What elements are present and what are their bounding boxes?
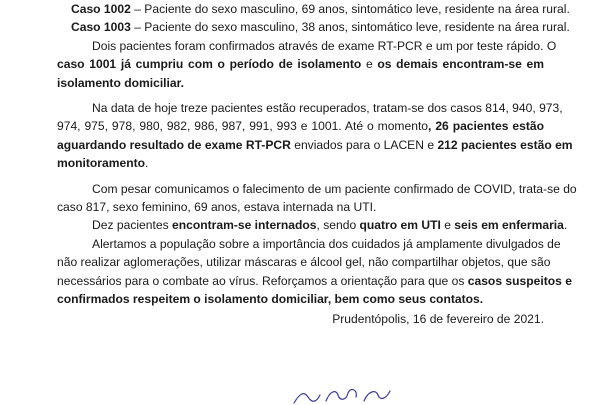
bold-span: aguardando resultado de exame RT-PCR — [57, 137, 291, 152]
paragraph-confirmed-line-1 — [57, 37, 557, 55]
bold-span: , 26 pacientes estão — [428, 119, 544, 134]
paragraph-recovered-line-1 — [57, 99, 563, 117]
date-line: Prudentópolis, 16 de fevereiro de 2021. — [332, 311, 544, 326]
case-1002-line — [71, 0, 570, 18]
paragraph-recovered-line-3 — [57, 136, 573, 154]
paragraph-alert-line-3 — [57, 272, 572, 290]
text-span: e — [440, 218, 455, 233]
text-span: Dois pacientes foram confirmados através de exame RT-PCR e um por teste rápido. O — [92, 38, 557, 53]
case-label: Caso 1002 — [71, 2, 131, 16]
case-1003-line — [71, 18, 570, 36]
paragraph-recovered-line-4 — [57, 154, 544, 172]
signature-mark — [290, 383, 410, 405]
text-span: Com pesar comunicamos o falecimento de um paciente confirmado de COVID, trata-se do — [92, 181, 577, 196]
case-label: Caso 1003 — [71, 20, 131, 35]
paragraph-alert-line-2 — [57, 253, 551, 271]
text-span: 974, 975, 978, 980, 982, 986, 987, 991, 993 e 1001. Até o momento — [57, 119, 429, 134]
text-span: não realizar aglomerações, utilizar máscaras e álcool gel, não compartilhar objetos, que são — [57, 255, 551, 270]
case-description: – Paciente do sexo masculino, 69 anos, sintomático leve, residente na área rural. — [130, 2, 570, 16]
paragraph-recovered-line-2 — [57, 117, 544, 135]
case-description: – Paciente do sexo masculino, 38 anos, sintomático leve, residente na área rural. — [130, 20, 570, 35]
paragraph-confirmed-line-3 — [57, 74, 544, 92]
text-span: caso 817, sexo feminino, 69 anos, estava internada na UTI. — [57, 200, 377, 215]
paragraph-hospitalized — [57, 216, 568, 234]
bold-span: encontram-se internados — [172, 218, 317, 233]
bold-span: monitoramento — [57, 156, 146, 171]
paragraph-death-line-2 — [57, 198, 544, 216]
bold-span: quatro em UTI — [359, 218, 441, 233]
paragraph-death-line-1 — [57, 180, 577, 198]
paragraph-confirmed-line-2 — [57, 55, 544, 73]
bold-span: confirmados respeitem o isolamento domiciliar, bem como seus contatos. — [57, 292, 484, 307]
bold-span: os demais encontram-se em — [377, 57, 544, 72]
bold-span: caso 1001 já cumpriu com o período de isolamento — [57, 57, 362, 72]
text-span: enviados para o LACEN e — [290, 137, 438, 152]
text-span: . — [563, 218, 568, 233]
bold-span: seis em enfermaria — [454, 218, 564, 233]
text-span: Na data de hoje treze pacientes estão recuperados, tratam-se dos casos 814, 940, 973, — [92, 101, 563, 116]
text-span: e — [361, 57, 378, 72]
text-span: Alertamos a população sobre a importância dos cuidados já amplamente divulgados de — [92, 236, 561, 251]
bold-span: isolamento domiciliar. — [57, 75, 185, 90]
text-span: . — [145, 156, 149, 171]
text-span: Dez pacientes — [92, 218, 172, 233]
paragraph-alert-line-4 — [57, 290, 544, 308]
text-span: necessários para o combate ao vírus. Reforçamos a orientação para que os — [57, 273, 468, 288]
bulletin-body — [57, 0, 577, 328]
paragraph-alert-line-1 — [57, 235, 561, 253]
bold-span: 212 pacientes estão em — [437, 137, 573, 152]
text-span: , sendo — [316, 218, 360, 233]
bold-span: casos suspeitos e — [467, 273, 572, 288]
